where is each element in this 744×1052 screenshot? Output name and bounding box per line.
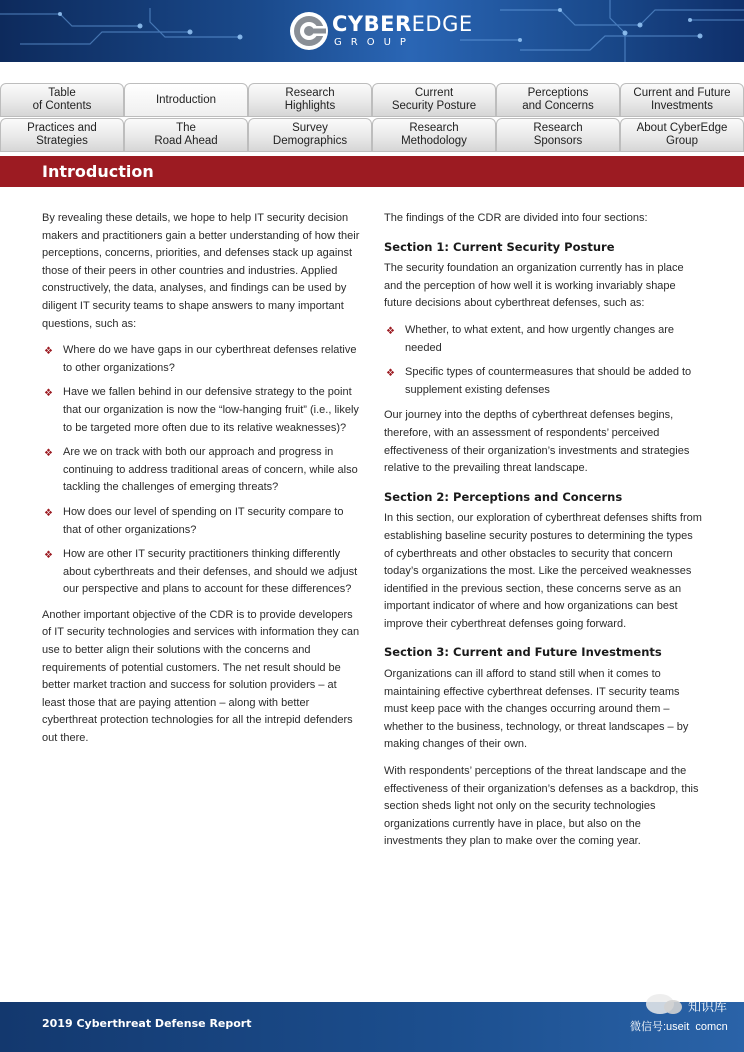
diamond-bullet-icon: ❖ [44,507,53,519]
section-2-text: In this section, our exploration of cyberthreat defenses shifts from establishing baseline security postures to determining the types of cyberthreats and other obstacles to security that concern today’s organizations the most. Like the perceived weaknesses identified in the previous section, these concerns serve as an important indicator of where and how organizations can best improve their cyberthreat defenses going forward. [384,512,702,630]
diamond-bullet-icon: ❖ [44,388,53,400]
tab-table-of-contents[interactable]: Table of Contents [0,83,124,117]
logo-wordmark: CYBEREDGE [332,12,473,36]
diamond-bullet-icon: ❖ [44,346,53,358]
list-item [384,322,702,357]
section-1-after: Our journey into the depths of cyberthreat defenses begins, therefore, with an assessment of respondents’ perceived effectiveness of their organization’s investments and strategies relative to the prevailing threat landscape. [384,409,690,475]
tab-current-and-future-investments[interactable]: Current and Future Investments [620,83,744,117]
report-name: 2019 Cyberthreat Defense Report [42,1017,252,1030]
list-item [42,504,360,539]
section-navigation [0,83,744,152]
nav-row-2 [0,118,744,152]
tab-the-road-ahead[interactable]: The Road Ahead [124,118,248,152]
logo-subtitle: GROUP [334,37,415,48]
cyberedge-logo[interactable] [290,11,473,51]
section-1-list [384,322,702,399]
list-item [42,342,360,377]
list-item-text: Where do we have gaps in our cyberthreat defenses relative to other organizations? [63,344,357,374]
tab-about-cyberedge-group[interactable]: About CyberEdge Group [620,118,744,152]
nav-row-1 [0,83,744,117]
tab-introduction[interactable]: Introduction [124,83,248,117]
tab-research-sponsors[interactable]: Research Sponsors [496,118,620,152]
list-item [42,384,360,437]
page-title: Introduction [42,162,154,181]
list-item-text: How are other IT security practitioners thinking differently about cyberthreats and their defenses, and should we adjust our perspective and plans to account for these differences? [63,548,358,596]
header-banner [0,0,744,62]
sections-intro: The findings of the CDR are divided into four sections: [384,212,648,224]
section-1-text: The security foundation an organization currently has in place and the perception of how well it is working invariably shape future decisions about cyberthreat defenses, such as: [384,262,684,310]
list-item-text: Have we fallen behind in our defensive strategy to the point that our organization is now the “low-hanging fruit” (i.e., likely to be targeted more often due to its relative weaknesses)? [63,386,359,434]
diamond-bullet-icon: ❖ [386,368,395,380]
tab-perceptions-and-concerns[interactable]: Perceptions and Concerns [496,83,620,117]
section-3-text: Organizations can ill afford to stand still when it comes to maintaining effective cyberthreat defenses. IT security teams must keep pace with the changes occurring around them – whether to the business, technology, or threat landscapes – by making changes of their own. [384,668,689,751]
section-2-heading: Section 2: Perceptions and Concerns [384,489,623,504]
list-item [42,546,360,599]
list-item [42,444,360,497]
diamond-bullet-icon: ❖ [44,448,53,460]
tab-current-security-posture[interactable]: Current Security Posture [372,83,496,117]
chat-bubble-small-icon [664,1000,682,1014]
tab-research-methodology[interactable]: Research Methodology [372,118,496,152]
section-3-text-2: With respondents’ perceptions of the threat landscape and the effectiveness of their organization’s defenses as a backdrop, this section sheds light not only on the security technologies organizations currently have in place, but also on the investments they plan to make over the coming year. [384,765,699,848]
watermark-id: 微信号:useit comcn [630,1021,728,1033]
intro-paragraph: By revealing these details, we hope to help IT security decision makers and practitioners gain a better understanding of how their perceptions, concerns, priorities, and defenses stack up against those of their peers in other countries and industries. Applied constructively, the data, analyses, and findings can be used by diligent IT security teams to shape answers to many important questions, such as: [42,212,360,330]
closing-paragraph: Another important objective of the CDR is to provide developers of IT security technologies and services with information they can use to better align their solutions with the concerns and requirements of potential customers. The net result should be better market traction and success for solution providers – at least those that are paying attention – along with better cyberthreat protection technologies for all the intrepid defenders out there. [42,608,360,745]
right-column [384,210,702,860]
watermark-title: 知识库 [688,999,728,1014]
list-item [384,364,702,399]
list-item-text: How does our level of spending on IT security compare to that of other organizations? [63,505,344,536]
list-item-text: Whether, to what extent, and how urgently changes are needed [405,323,675,354]
watermark [628,988,744,1034]
diamond-bullet-icon: ❖ [44,550,53,562]
tab-practices-and-strategies[interactable]: Practices and Strategies [0,118,124,152]
left-column [42,210,360,757]
questions-list [42,342,360,599]
section-3-heading: Section 3: Current and Future Investments [384,645,662,660]
section-title-bar [0,156,744,187]
diamond-bullet-icon: ❖ [386,325,395,337]
tab-research-highlights[interactable]: Research Highlights [248,83,372,117]
logo-c-icon [290,12,328,50]
section-1-heading: Section 1: Current Security Posture [384,239,615,254]
tab-survey-demographics[interactable]: Survey Demographics [248,118,372,152]
list-item-text: Are we on track with both our approach and progress in continuing to address traditional areas of concern, while also tackling the challenges of emerging threats? [63,446,358,494]
list-item-text: Specific types of countermeasures that should be added to supplement existing defenses [405,366,692,396]
